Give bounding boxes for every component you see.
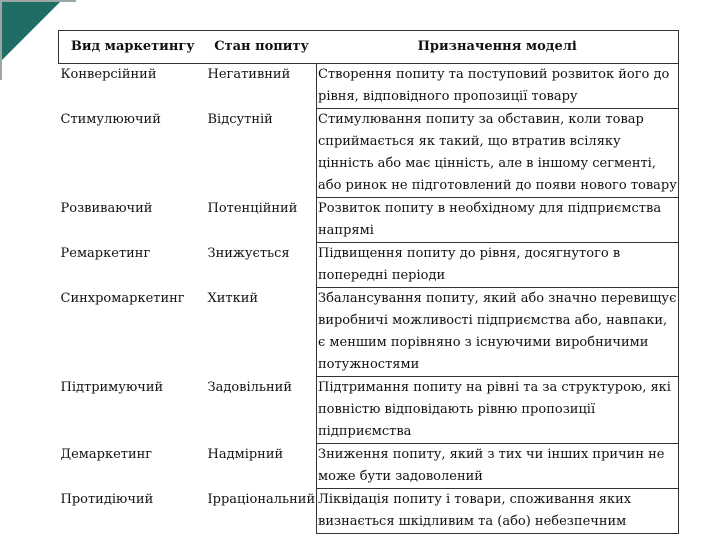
cell-type: Конверсійний [60,67,157,82]
cell-type: Ремаркетинг [60,245,151,261]
table-row [59,64,679,109]
header-marketing-type: Вид маркетингу [59,31,207,64]
table-header-row [59,31,679,64]
table-row [59,489,679,534]
cell-type: Протидіючий [60,491,154,507]
cell-demand: Потенційний [207,200,298,216]
cell-type: Підтримуючий [60,379,164,395]
cell-purpose: Збалансування попиту, який або значно перевищує виробничі можливості підприємства або, навпаки, є меншим порівняно з існуючими виробничими потужностями [317,288,679,377]
cell-type: Стимулюючий [60,111,161,127]
cell-purpose: Підтримання попиту на рівні та за структурою, які повністю відповідають рівню пропозиції підприємства [317,377,679,444]
cell-demand: Хиткий [207,290,259,306]
cell-type: Демаркетинг [60,446,153,462]
cell-demand: Негативний [207,67,291,82]
header-demand-state: Стан попиту [207,31,317,64]
cell-purpose: Створення попиту та поступовий розвиток його до рівня, відповідного пропозиції товару [317,64,679,109]
cell-purpose: Розвиток попиту в необхідному для підприємства напрямі [317,198,679,243]
header-model-purpose: Призначення моделі [317,31,679,64]
cell-type: Розвиваючий [60,200,153,216]
marketing-types-table [58,30,679,534]
cell-type: Синхромаркетинг [60,290,185,306]
table-row [59,444,679,489]
table-row [59,198,679,243]
corner-line-top [0,0,76,2]
marketing-table-container [58,30,678,534]
cell-demand: Задовільний [207,379,292,395]
cell-purpose: Зниження попиту, який з тих чи інших причин не може бути задоволений [317,444,679,489]
cell-demand: Знижується [207,245,290,261]
table-row [59,109,679,198]
cell-purpose: Ліквідація попиту і товари, споживання яких визнається шкідливим та (або) небезпечним [317,489,679,534]
corner-line-left [0,0,2,80]
cell-purpose: Стимулювання попиту за обставин, коли товар сприймається як такий, що втратив всіляку цінність або має цінність, але в іншому сегменті, або ринок не підготовлений до появи нового товару [317,109,679,198]
cell-demand: Ірраціональний [207,491,316,507]
table-row [59,288,679,377]
cell-purpose: Підвищення попиту до рівня, досягнутого в попередні періоди [317,243,679,288]
table-row [59,243,679,288]
corner-decoration [0,0,62,62]
cell-demand: Надмірний [207,446,284,462]
cell-demand: Відсутній [207,111,273,127]
table-row [59,377,679,444]
